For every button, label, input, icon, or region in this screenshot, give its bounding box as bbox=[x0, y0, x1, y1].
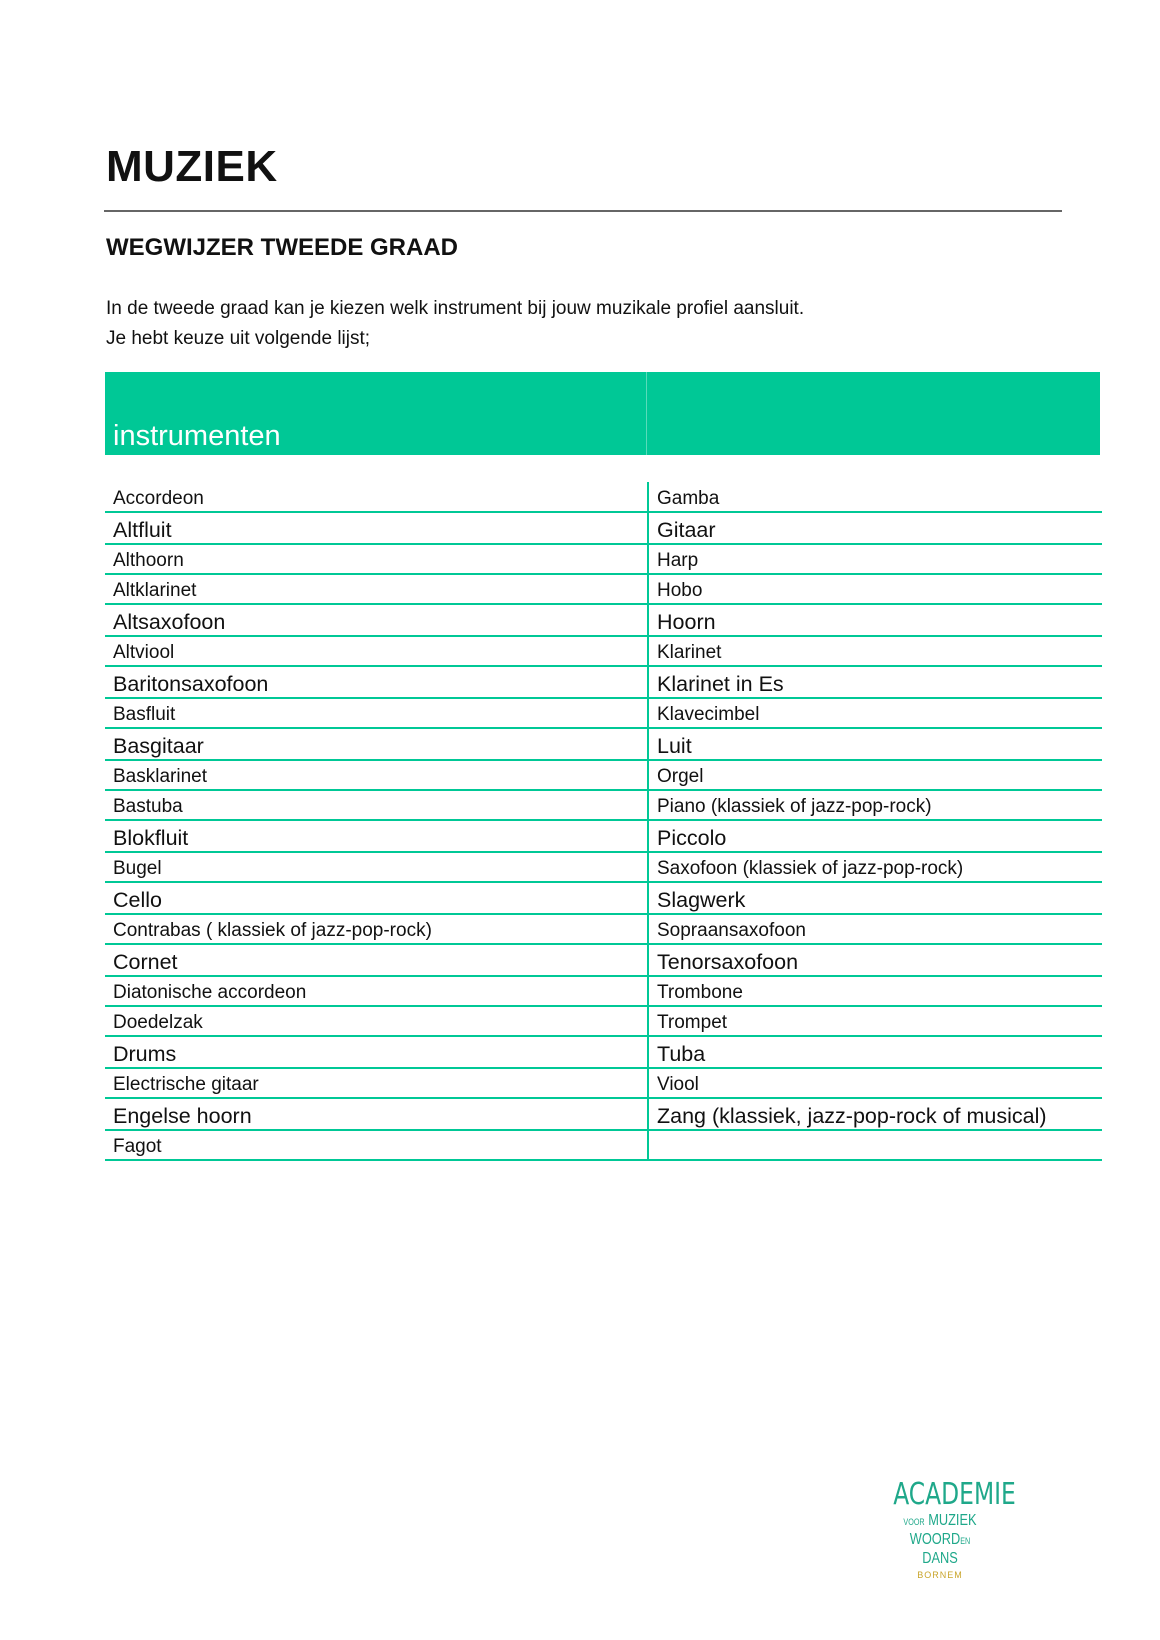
table-cell-left bbox=[105, 790, 647, 821]
table-row bbox=[105, 1068, 1100, 1098]
logo-line-3-a: WOORD bbox=[909, 1531, 961, 1548]
table-row bbox=[105, 852, 1100, 882]
table-cell-right bbox=[647, 666, 1102, 699]
instrument-name: Trombone bbox=[657, 982, 743, 1003]
table-cell-left bbox=[105, 728, 647, 761]
table-cell-left bbox=[105, 1130, 647, 1161]
instrument-name: Sopraansaxofoon bbox=[657, 920, 806, 941]
title-divider bbox=[104, 210, 1062, 212]
table-cell-right bbox=[647, 574, 1102, 605]
table-row bbox=[105, 914, 1100, 944]
instrument-name: Electrische gitaar bbox=[113, 1074, 259, 1095]
table-cell-left bbox=[105, 698, 647, 729]
instrument-name: Zang (klassiek, jazz-pop-rock of musical) bbox=[657, 1104, 1047, 1128]
table-cell-right bbox=[647, 1036, 1102, 1069]
instrument-name: Basklarinet bbox=[113, 766, 207, 787]
instrument-name: Doedelzak bbox=[113, 1012, 203, 1033]
table-cell-right bbox=[647, 1130, 1102, 1161]
instrument-name: Engelse hoorn bbox=[113, 1104, 252, 1128]
table-row bbox=[105, 1006, 1100, 1036]
logo-line-1: ACADEMIE bbox=[893, 1477, 1016, 1512]
table-row bbox=[105, 820, 1100, 852]
table-row bbox=[105, 666, 1100, 698]
table-row bbox=[105, 882, 1100, 914]
table-cell-right bbox=[647, 820, 1102, 853]
table-cell-left bbox=[105, 1006, 647, 1037]
table-cell-right bbox=[647, 698, 1102, 729]
table-cell-right bbox=[647, 976, 1102, 1007]
instrument-name: Klarinet in Es bbox=[657, 672, 784, 696]
logo-line-2-main: MUZIEK bbox=[928, 1512, 977, 1529]
instrument-name: Fagot bbox=[113, 1136, 162, 1157]
instrument-name: Altfluit bbox=[113, 518, 172, 542]
instrument-name: Orgel bbox=[657, 766, 704, 787]
table-cell-right bbox=[647, 604, 1102, 637]
instruments-table bbox=[105, 482, 1100, 1160]
intro-line-1: In de tweede graad kan je kiezen welk instrument bij jouw muzikale profiel aansluit. bbox=[106, 298, 805, 319]
table-cell-left bbox=[105, 1036, 647, 1069]
instrument-name: Diatonische accordeon bbox=[113, 982, 307, 1003]
table-cell-left bbox=[105, 1068, 647, 1099]
table-row bbox=[105, 544, 1100, 574]
logo-line-4: BORNEM bbox=[917, 1570, 963, 1580]
instruments-header-label: instrumenten bbox=[113, 420, 281, 452]
table-cell-right bbox=[647, 544, 1102, 575]
table-cell-left bbox=[105, 636, 647, 667]
intro-line-2: Je hebt keuze uit volgende lijst; bbox=[106, 328, 371, 349]
instrument-name: Basfluit bbox=[113, 704, 176, 725]
instrument-name: Piccolo bbox=[657, 826, 727, 850]
instrument-name: Trompet bbox=[657, 1012, 728, 1033]
table-cell-right bbox=[647, 790, 1102, 821]
instrument-name: Gamba bbox=[657, 488, 720, 509]
instrument-name: Harp bbox=[657, 550, 699, 571]
instruments-table-header bbox=[105, 372, 1100, 455]
table-cell-right bbox=[647, 1068, 1102, 1099]
table-cell-left bbox=[105, 760, 647, 791]
instrument-name: Klarinet bbox=[657, 642, 722, 663]
instrument-name: Bastuba bbox=[113, 796, 183, 817]
table-cell-left bbox=[105, 914, 647, 945]
table-cell-right bbox=[647, 1098, 1102, 1131]
table-cell-left bbox=[105, 976, 647, 1007]
table-cell-right bbox=[647, 882, 1102, 915]
table-cell-left bbox=[105, 944, 647, 977]
table-cell-right bbox=[647, 760, 1102, 791]
instrument-name: Altviool bbox=[113, 642, 175, 663]
logo-line-3 bbox=[892, 1531, 988, 1568]
table-cell-left bbox=[105, 820, 647, 853]
instrument-name: Baritonsaxofoon bbox=[113, 672, 269, 696]
header-column-divider bbox=[646, 372, 647, 455]
table-row bbox=[105, 604, 1100, 636]
instrument-name: Slagwerk bbox=[657, 888, 746, 912]
logo-line-3-small: EN bbox=[960, 1536, 971, 1546]
table-cell-left bbox=[105, 666, 647, 699]
table-cell-left bbox=[105, 574, 647, 605]
table-row bbox=[105, 944, 1100, 976]
instrument-name: Accordeon bbox=[113, 488, 204, 509]
table-row bbox=[105, 1130, 1100, 1160]
table-cell-right bbox=[647, 1006, 1102, 1037]
instrument-name: Klavecimbel bbox=[657, 704, 760, 725]
table-cell-left bbox=[105, 544, 647, 575]
table-cell-right bbox=[647, 636, 1102, 667]
table-row bbox=[105, 1098, 1100, 1130]
page-title: MUZIEK bbox=[106, 142, 278, 191]
logo-line-2-small: VOOR bbox=[903, 1517, 925, 1527]
table-cell-right bbox=[647, 914, 1102, 945]
instrument-name: Drums bbox=[113, 1042, 177, 1066]
instrument-name: Luit bbox=[657, 734, 692, 758]
table-cell-left bbox=[105, 852, 647, 883]
table-cell-left bbox=[105, 482, 647, 513]
table-cell-left bbox=[105, 604, 647, 637]
instrument-name: Saxofoon (klassiek of jazz-pop-rock) bbox=[657, 858, 964, 879]
table-row bbox=[105, 976, 1100, 1006]
table-cell-right bbox=[647, 512, 1102, 545]
academie-logo bbox=[880, 1477, 1016, 1580]
instrument-name: Tuba bbox=[657, 1042, 706, 1066]
instrument-name: Viool bbox=[657, 1074, 699, 1095]
logo-line-3-b: DANS bbox=[922, 1550, 958, 1567]
table-cell-left bbox=[105, 1098, 647, 1131]
table-cell-right bbox=[647, 482, 1102, 513]
instrument-name: Cello bbox=[113, 888, 162, 912]
instrument-name: Hoorn bbox=[657, 610, 716, 634]
intro-text bbox=[106, 294, 804, 354]
instrument-name: Cornet bbox=[113, 950, 178, 974]
instrument-name: Piano (klassiek of jazz-pop-rock) bbox=[657, 796, 932, 817]
instrument-name: Altsaxofoon bbox=[113, 610, 226, 634]
table-row bbox=[105, 760, 1100, 790]
table-cell-left bbox=[105, 882, 647, 915]
table-row bbox=[105, 698, 1100, 728]
logo-line-2 bbox=[892, 1512, 988, 1531]
instrument-name: Althoorn bbox=[113, 550, 184, 571]
instrument-name: Basgitaar bbox=[113, 734, 204, 758]
instrument-name: Contrabas ( klassiek of jazz-pop-rock) bbox=[113, 920, 432, 941]
table-row bbox=[105, 728, 1100, 760]
table-cell-right bbox=[647, 728, 1102, 761]
instrument-name: Tenorsaxofoon bbox=[657, 950, 799, 974]
table-row bbox=[105, 636, 1100, 666]
instrument-name: Blokfluit bbox=[113, 826, 189, 850]
table-cell-right bbox=[647, 852, 1102, 883]
section-subtitle: WEGWIJZER TWEEDE GRAAD bbox=[106, 234, 458, 261]
table-row bbox=[105, 574, 1100, 604]
table-row bbox=[105, 1036, 1100, 1068]
instrument-name: Gitaar bbox=[657, 518, 716, 542]
table-row bbox=[105, 790, 1100, 820]
instrument-name: Altklarinet bbox=[113, 580, 197, 601]
table-cell-left bbox=[105, 512, 647, 545]
instrument-name: Hobo bbox=[657, 580, 703, 601]
table-cell-right bbox=[647, 944, 1102, 977]
instrument-name: Bugel bbox=[113, 858, 162, 879]
table-row bbox=[105, 512, 1100, 544]
table-row bbox=[105, 482, 1100, 512]
